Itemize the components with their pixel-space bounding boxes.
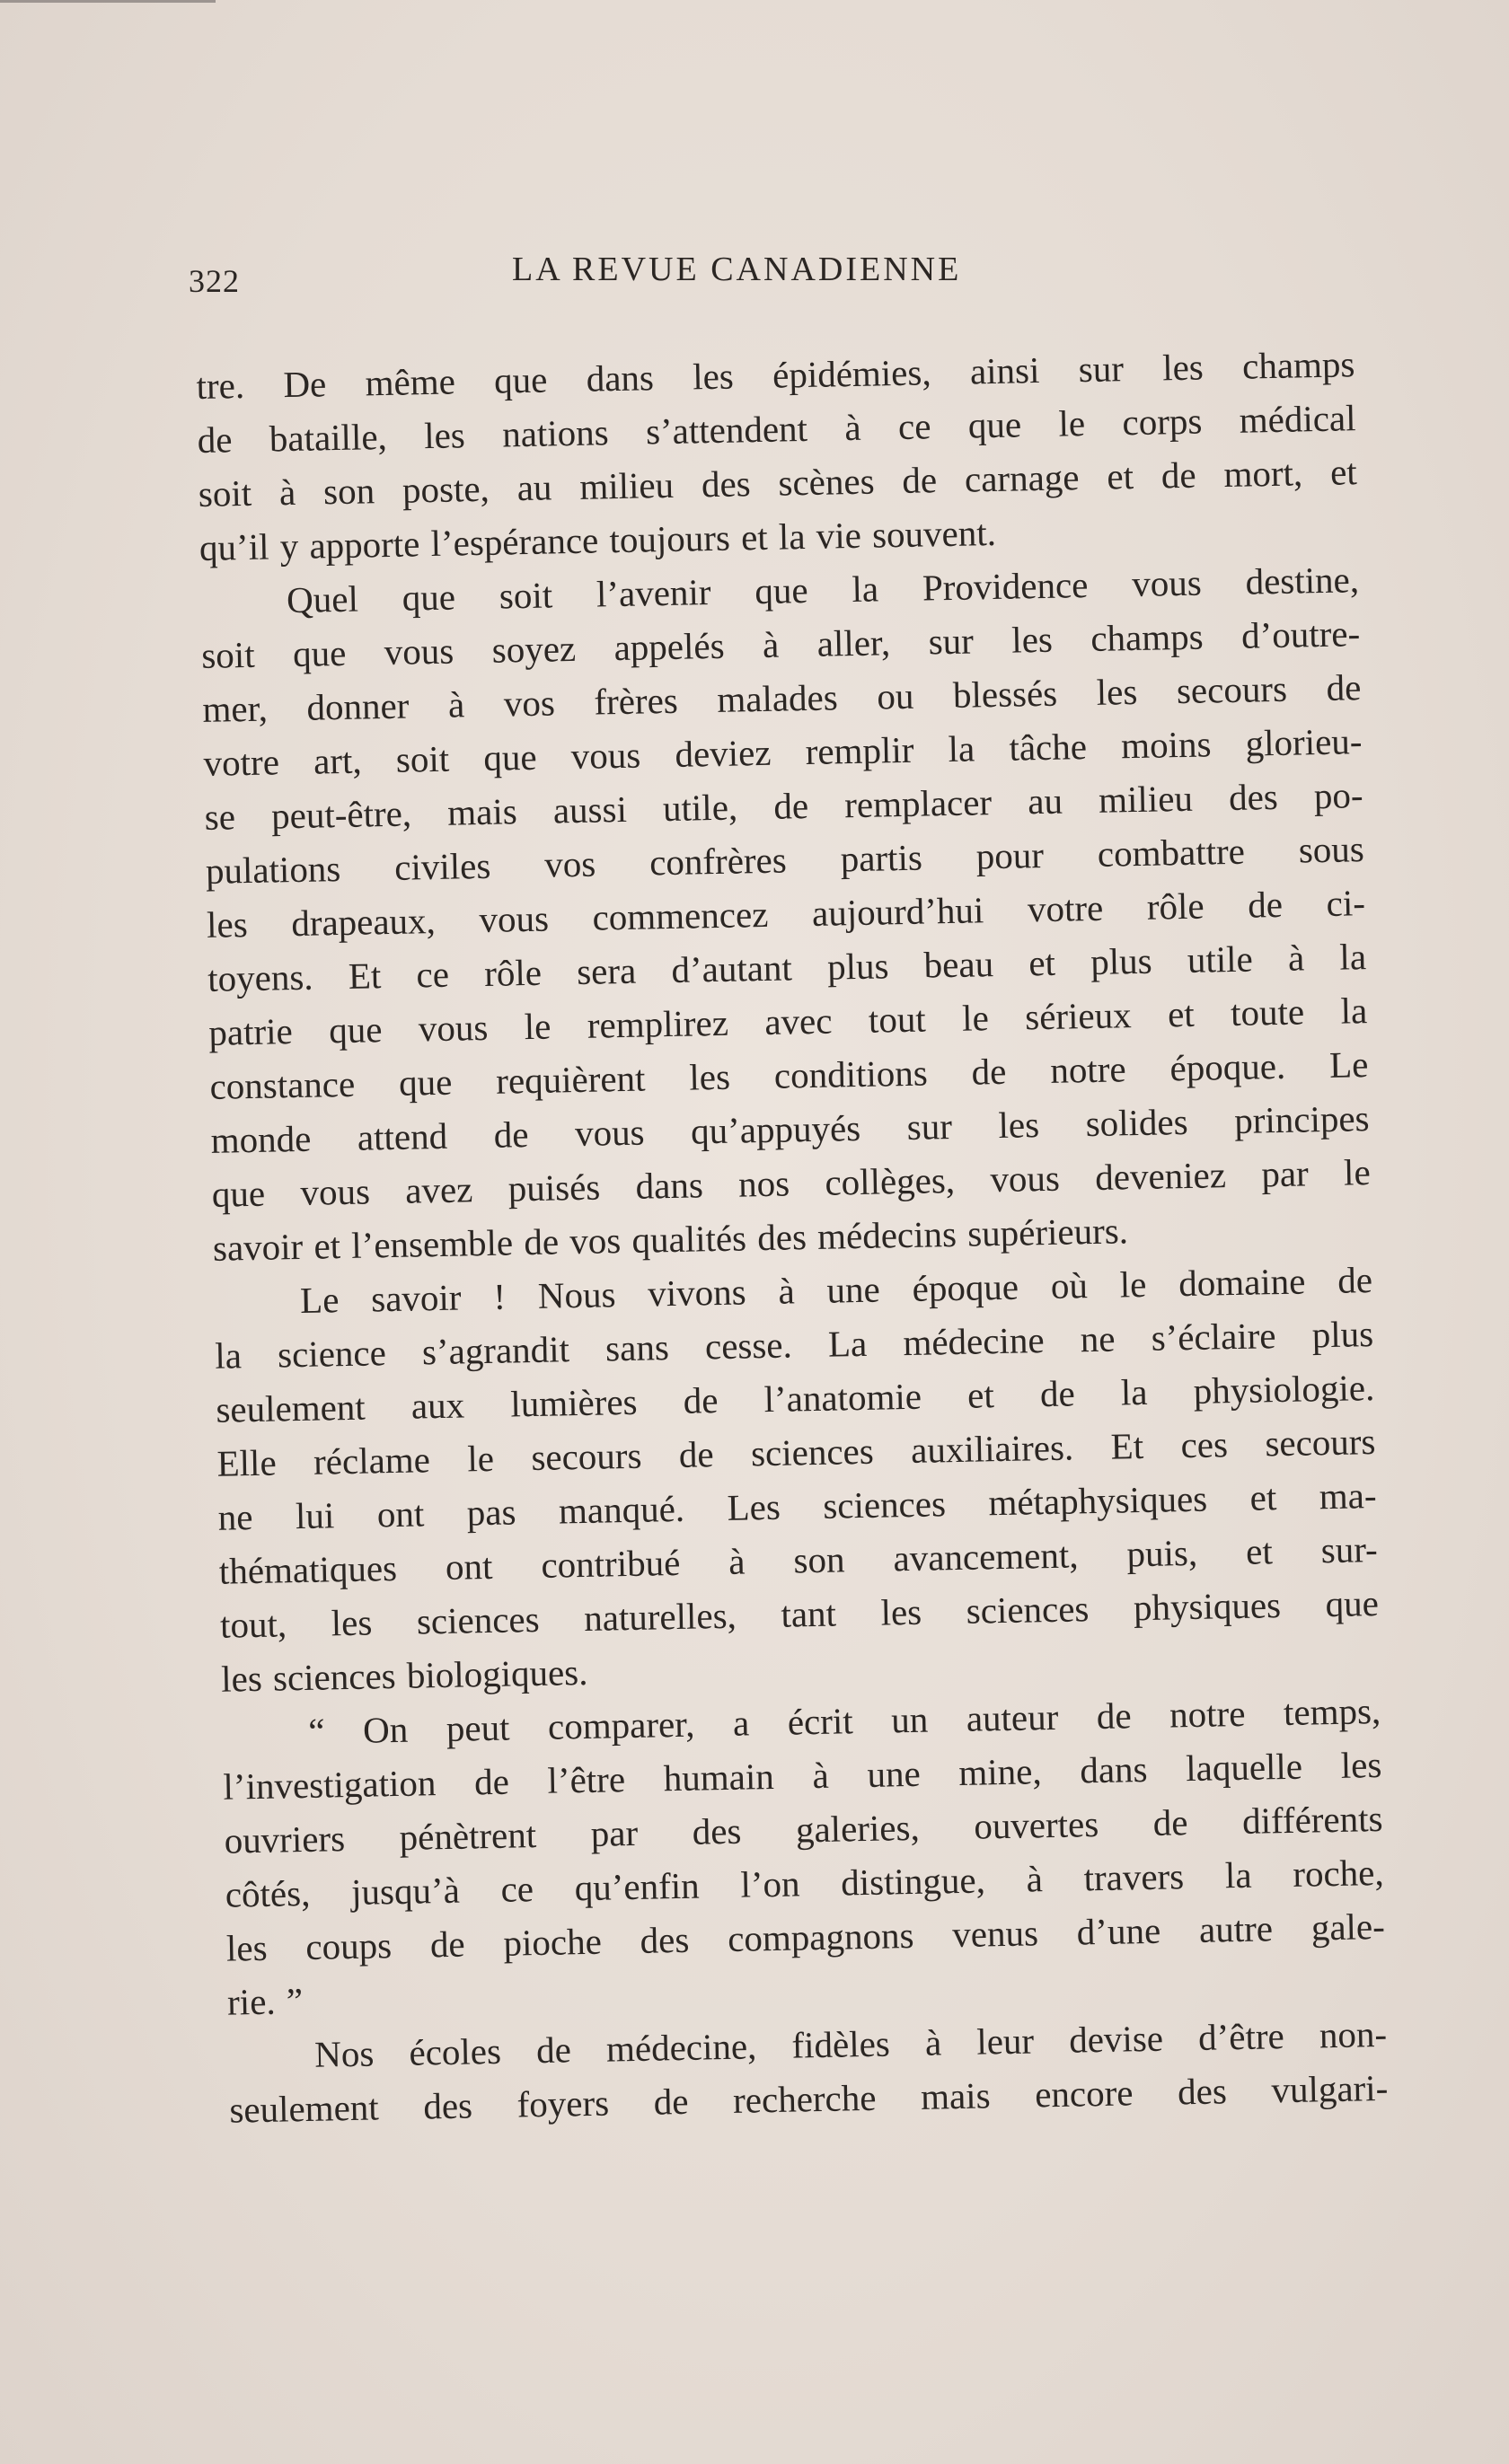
text-line: tre. De même que dans les épidémies, ainsi sur les champs [196, 343, 1355, 407]
text-line: rie. ” [226, 1980, 304, 2023]
text-line: côtés, jusqu’à ce qu’enfin l’on distingue, à travers la roche, [225, 1851, 1385, 1915]
text-line: monde attend de vous qu’appuyés sur les solides principes [210, 1097, 1370, 1161]
text-line: seulement aux lumières de l’anatomie et de la physiologie. [216, 1367, 1375, 1430]
text-line: les drapeaux, vous commencez aujourd’hui votre rôle de ci- [206, 882, 1366, 946]
text-line: Quel que soit l’avenir que la Providence vous destine, [286, 559, 1360, 621]
text-line: “ On peut comparer, a écrit un auteur de notre temps, [307, 1689, 1381, 1752]
text-line: pulations civiles vos confrères partis pour combattre sous [205, 828, 1365, 892]
text-line: mer, donner à vos frères malades ou blessés les secours de [202, 666, 1362, 730]
text-line: tout, les sciences naturelles, tant les sciences physiques que [219, 1581, 1380, 1646]
text-line: toyens. Et ce rôle sera d’autant plus beau et plus utile à la [207, 936, 1367, 999]
text-line: les sciences biologiques. [220, 1650, 588, 1700]
text-line: Nos écoles de médecine, fidèles à leur devise d’être non- [313, 2012, 1388, 2075]
text-line: que vous avez puisés dans nos collèges, vous deveniez par le [211, 1151, 1372, 1215]
top-edge-rule [0, 0, 216, 3]
text-line: Le savoir ! Nous vivons à une époque où le domaine de [299, 1259, 1373, 1321]
text-line: thématiques ont contribué à son avancement, puis, et sur- [218, 1527, 1379, 1592]
body-text [196, 337, 1389, 2136]
text-line: ouvriers pénètrent par des galeries, ouvertes de différents [224, 1797, 1383, 1861]
page-number: 322 [189, 263, 240, 299]
text-line: constance que requièrent les conditions de notre époque. Le [209, 1043, 1369, 1107]
text-line: les coups de pioche des compagnons venus d’une autre gale- [225, 1905, 1386, 1969]
text-line: soit à son poste, au milieu des scènes de carnage et de mort, et [198, 451, 1358, 515]
text-line: savoir et l’ensemble de vos qualités des médecins supérieurs. [212, 1210, 1129, 1269]
text-line: ne lui ont pas manqué. Les sciences métaphysiques et ma- [217, 1474, 1377, 1538]
text-line: de bataille, les nations s’attendent à ce que le corps médical [197, 397, 1356, 461]
text-line: la science s’agrandit sans cesse. La médecine ne s’éclaire plus [214, 1313, 1374, 1377]
text-line: votre art, soit que vous deviez remplir la tâche moins glorieu- [203, 720, 1363, 784]
text-line: patrie que vous le remplirez avec tout le sérieux et toute la [207, 990, 1368, 1053]
text-line: Elle réclame le secours de sciences auxiliaires. Et ces secours [216, 1421, 1376, 1484]
running-header [0, 250, 1509, 304]
text-line: soit que vous soyez appelés à aller, sur les champs d’outre- [200, 612, 1361, 676]
text-line: qu’il y apporte l’espérance toujours et la vie souvent. [199, 511, 997, 568]
journal-title: LA REVUE CANADIENNE [512, 251, 962, 288]
text-line: seulement des foyers de recherche mais encore des vulgari- [228, 2066, 1389, 2131]
text-line: l’investigation de l’être humain à une mine, dans laquelle les [223, 1743, 1382, 1808]
text-line: se peut-être, mais aussi utile, de remplacer au milieu des po- [204, 774, 1363, 838]
